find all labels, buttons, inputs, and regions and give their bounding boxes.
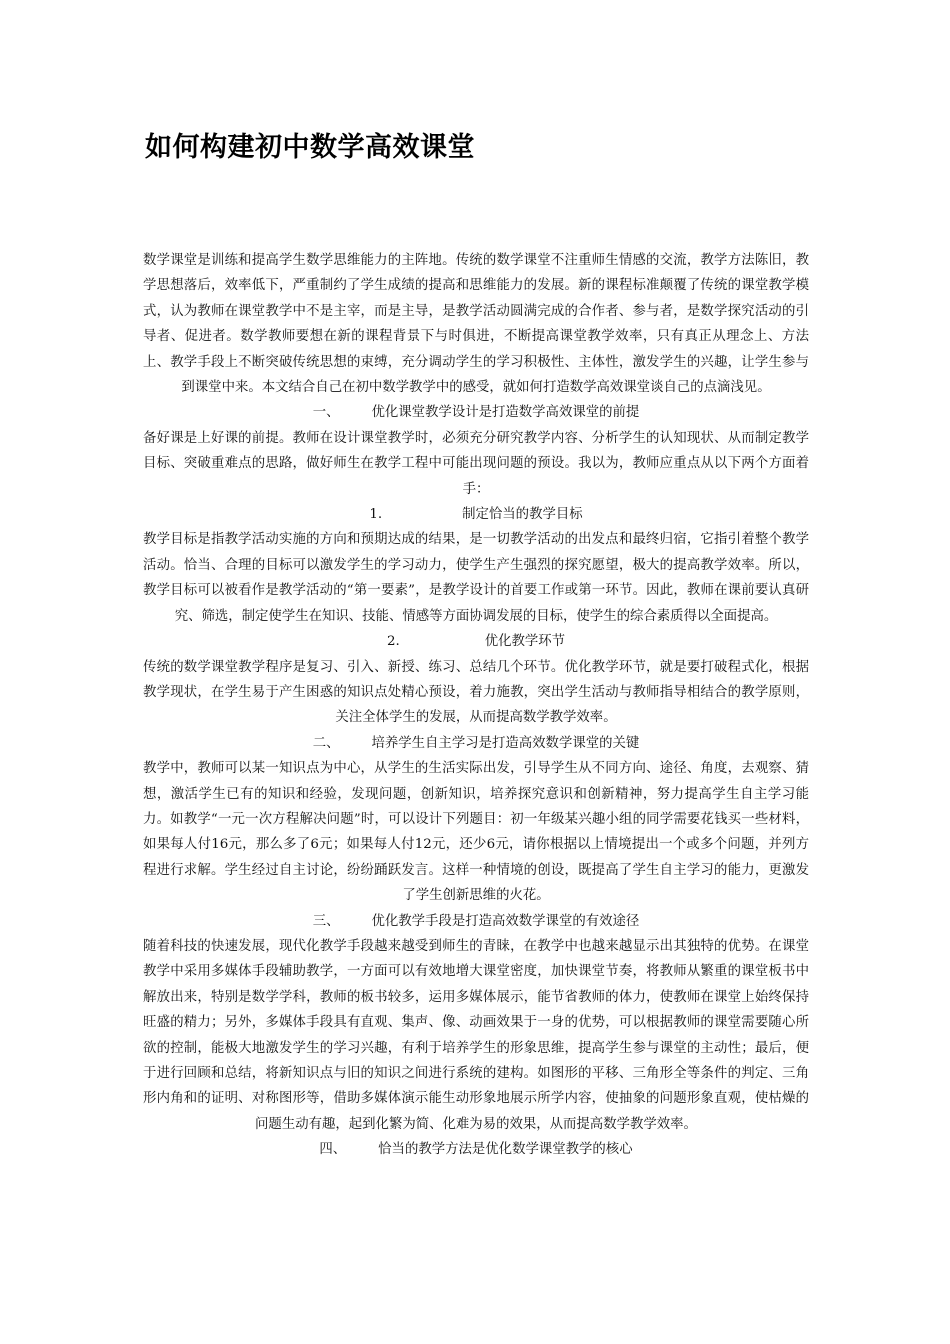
subsection-heading-1 (143, 502, 809, 527)
paragraph: 随着科技的快速发展，现代化教学手段越来越受到师生的青睐，在教学中也越来越显示出其独特的优势。在课堂教学中采用多媒体手段辅助教学，一方面可以有效地增大课堂密度，加快课堂节奏，将教师从繁重的课堂板书中解放出来，特别是数学学科，教师的板书较多，运用多媒体展示，能节省教师的体力，使教师在课堂上始终保持旺盛的精力；另外，多媒体手段具有直观、集声、像、动画效果于一身的优势，可以根据教师的课堂需要随心所欲的控制，能极大地激发学生的学习兴趣，有利于培养学生的形象思维，提高学生参与课堂的主动性；最后，便于进行回顾和总结，将新知识点与旧的知识之间进行系统的建构。如图形的平移、三角形全等条件的判定、三角形内角和的证明、对称图形等，借助多媒体演示能生动形象地展示所学内容，使抽象的问题形象直观，使枯燥的问题生动有趣，起到化繁为简、化难为易的效果，从而提高数学教学效率。 (143, 938, 809, 1132)
subsection-number: 1. (369, 507, 383, 523)
paragraph: 教学目标是指教学活动实施的方向和预期达成的结果，是一切教学活动的出发点和最终归宿，它指引着整个教学活动。恰当、合理的目标可以激发学生的学习动力，使学生产生强烈的探究愿望，极大的提高教学效率。所以，教学目标可以被看作是教学活动的“第一要素”，是教学设计的首要工作或第一环节。因此，教师在课前要认真研究、筛选，制定使学生在知识、技能、情感等方面协调发展的目标，使学生的综合素质得以全面提高。 (143, 532, 809, 624)
section-heading-text: 恰当的教学方法是优化数学课堂教学的核心 (378, 1142, 633, 1158)
subsection-heading-2 (143, 629, 809, 654)
section-heading-text: 优化教学手段是打造高效数学课堂的有效途径 (371, 913, 640, 929)
section-heading-4 (143, 1137, 809, 1162)
section-number: 四、 (319, 1142, 347, 1158)
section-heading-1 (143, 400, 809, 425)
section-heading-text: 优化课堂教学设计是打造数学高效课堂的前提 (371, 405, 640, 421)
document-body (143, 248, 809, 1163)
paragraph-intro: 数学课堂是训练和提高学生数学思维能力的主阵地。传统的数学课堂不注重师生情感的交流，教学方法陈旧，教学思想落后，效率低下，严重制约了学生成绩的提高和思维能力的发展。新的课程标准颠覆了传统的课堂教学模式，认为教师在课堂教学中不是主宰，而是主导，是教学活动圆满完成的合作者、参与者，是数学探究活动的引导者、促进者。数学教师要想在新的课程背景下与时俱进，不断提高课堂教学效率，只有真正从理念上、方法上、教学手段上不断突破传统思想的束缚，充分调动学生的学习积极性、主体性，激发学生的兴趣，让学生参与到课堂中来。本文结合自己在初中数学教学中的感受，就如何打造数学高效课堂谈自己的点滴浅见。 (143, 253, 809, 396)
subsection-heading-text: 制定恰当的教学目标 (462, 507, 583, 523)
section-number: 二、 (312, 735, 340, 751)
subsection-number: 2. (386, 634, 400, 650)
paragraph: 教学中，教师可以某一知识点为中心，从学生的生活实际出发，引导学生从不同方向、途径、角度，去观察、猜想，激活学生已有的知识和经验，发现问题，创新知识，培养探究意识和创新精神，努力提高学生自主学习能力。如教学“一元一次方程解决问题”时，可以设计下列题目：初一年级某兴趣小组的同学需要花钱买一些材料，如果每人付16元，那么多了6元；如果每人付12元，还少6元，请你根据以上情境提出一个或多个问题，并列方程进行求解。学生经过自主讨论，纷纷踊跃发言。这样一种情境的创设，既提高了学生自主学习的能力，更激发了学生创新思维的火花。 (143, 761, 809, 904)
section-heading-3 (143, 909, 809, 934)
document-title: 如何构建初中数学高效课堂 (145, 132, 475, 163)
section-heading-text: 培养学生自主学习是打造高效数学课堂的关键 (371, 735, 640, 751)
paragraph: 备好课是上好课的前提。教师在设计课堂教学时，必须充分研究教学内容、分析学生的认知现状、从而制定教学目标、突破重难点的思路，做好师生在教学工程中可能出现问题的预设。我以为，教师应重点从以下两个方面着手： (143, 430, 809, 497)
section-heading-2 (143, 731, 809, 756)
section-number: 一、 (312, 405, 340, 421)
subsection-heading-text: 优化教学环节 (484, 634, 566, 650)
paragraph: 传统的数学课堂教学程序是复习、引入、新授、练习、总结几个环节。优化教学环节，就是要打破程式化，根据教学现状，在学生易于产生困惑的知识点处精心预设，着力施教，突出学生活动与教师指导相结合的教学原则，关注全体学生的发展，从而提高数学教学效率。 (143, 659, 809, 726)
section-number: 三、 (312, 913, 340, 929)
